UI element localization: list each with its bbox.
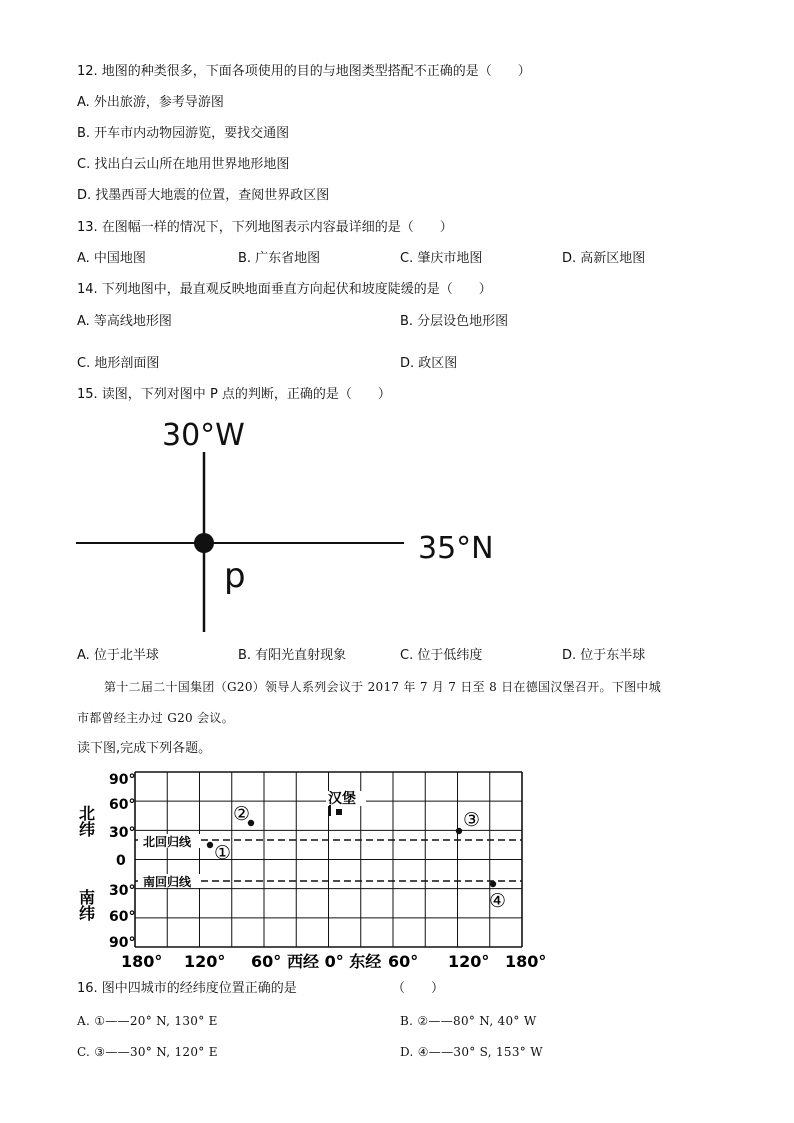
lat-tick-90n: 90° — [109, 772, 136, 788]
hamburg-marker — [336, 809, 342, 815]
g20-intro-line1: 第十二届二十国集团（G20）领导人系列会议于 2017 年 7 月 7 日至 8 日在德国汉堡召开。下图中城 — [104, 680, 662, 694]
q15-coordinate-figure — [0, 405, 794, 640]
q16-option-a: A. ①——20° N, 130° E — [77, 1014, 218, 1028]
q12-stem: 12. 地图的种类很多，下面各项使用的目的与地图类型搭配不正确的是（ ） — [77, 64, 531, 79]
city-1-dot — [207, 842, 213, 848]
q16-option-d: D. ④——30° S, 153° W — [400, 1045, 543, 1059]
tropic-of-capricorn-label: 南回归线 — [143, 875, 192, 889]
lat-tick-90s: 90° — [109, 935, 136, 951]
q14-option-d: D. 政区图 — [400, 356, 458, 371]
lon-label-prime: 西经 0° 东经 — [287, 952, 382, 971]
lat-tick-60n: 60° — [109, 797, 136, 813]
q16-option-c: C. ③——30° N, 120° E — [77, 1045, 218, 1059]
q13-option-c: C. 肇庆市地图 — [400, 251, 483, 266]
north-latitude-label: 北纬 — [76, 805, 96, 837]
q15-option-d: D. 位于东半球 — [562, 648, 646, 663]
world-grid-map — [0, 765, 794, 975]
lat-tick-60s: 60° — [109, 909, 136, 925]
q15-option-b: B. 有阳光直射现象 — [238, 648, 347, 663]
latitude-label: 35°N — [418, 531, 494, 566]
g20-read-instruction: 读下图,完成下列各题。 — [77, 741, 212, 756]
lon-label-120e: 120° — [448, 952, 490, 971]
point-p-label: p — [224, 556, 246, 596]
city-4-dot — [490, 881, 496, 887]
tropic-of-cancer-label: 北回归线 — [143, 835, 192, 849]
city-3-dot — [456, 828, 462, 834]
lon-label-60w: 60° — [251, 952, 282, 971]
longitude-label: 30°W — [162, 418, 245, 453]
q13-option-a: A. 中国地图 — [77, 251, 146, 266]
q15-option-a: A. 位于北半球 — [77, 648, 159, 663]
city-3-label: ③ — [463, 809, 481, 831]
lon-label-180w: 180° — [121, 952, 163, 971]
g20-intro-line2: 市都曾经主办过 G20 会议。 — [77, 711, 234, 725]
q16-stem: 16. 图中四城市的经纬度位置正确的是 — [77, 981, 297, 996]
lon-label-180e: 180° — [505, 952, 547, 971]
south-latitude-label: 南纬 — [76, 889, 96, 921]
q13-stem: 13. 在图幅一样的情况下，下列地图表示内容最详细的是（ ） — [77, 220, 453, 235]
q14-stem: 14. 下列地图中，最直观反映地面垂直方向起伏和坡度陡缓的是（ ） — [77, 282, 492, 297]
q15-option-c: C. 位于低纬度 — [400, 648, 483, 663]
q12-option-b: B. 开车市内动物园游览，要找交通图 — [77, 126, 290, 141]
q13-option-d: D. 高新区地图 — [562, 251, 646, 266]
city-1-label: ① — [214, 842, 232, 864]
hamburg-label: 汉堡 — [328, 791, 356, 807]
q14-option-c: C. 地形剖面图 — [77, 356, 160, 371]
q14-option-a: A. 等高线地形图 — [77, 314, 172, 329]
point-p-marker — [194, 533, 214, 553]
q13-option-b: B. 广东省地图 — [238, 251, 321, 266]
q14-option-b: B. 分层设色地形图 — [400, 314, 509, 329]
city-4-label: ④ — [489, 890, 507, 912]
q12-option-d: D. 找墨西哥大地震的位置，查阅世界政区图 — [77, 188, 330, 203]
q16-blank: （ ） — [392, 981, 445, 996]
q12-option-c: C. 找出白云山所在地用世界地形地图 — [77, 157, 290, 172]
q16-option-b: B. ②——80° N, 40° W — [400, 1014, 537, 1028]
lat-tick-0: 0 — [116, 853, 126, 869]
q12-option-a: A. 外出旅游，参考导游图 — [77, 95, 224, 110]
lat-tick-30n: 30° — [109, 825, 136, 841]
lon-label-120w: 120° — [184, 952, 226, 971]
lon-label-60e: 60° — [388, 952, 419, 971]
city-2-label: ② — [233, 803, 251, 825]
q15-stem: 15. 读图，下列对图中 P 点的判断，正确的是（ ） — [77, 387, 391, 402]
lat-tick-30s: 30° — [109, 883, 136, 899]
